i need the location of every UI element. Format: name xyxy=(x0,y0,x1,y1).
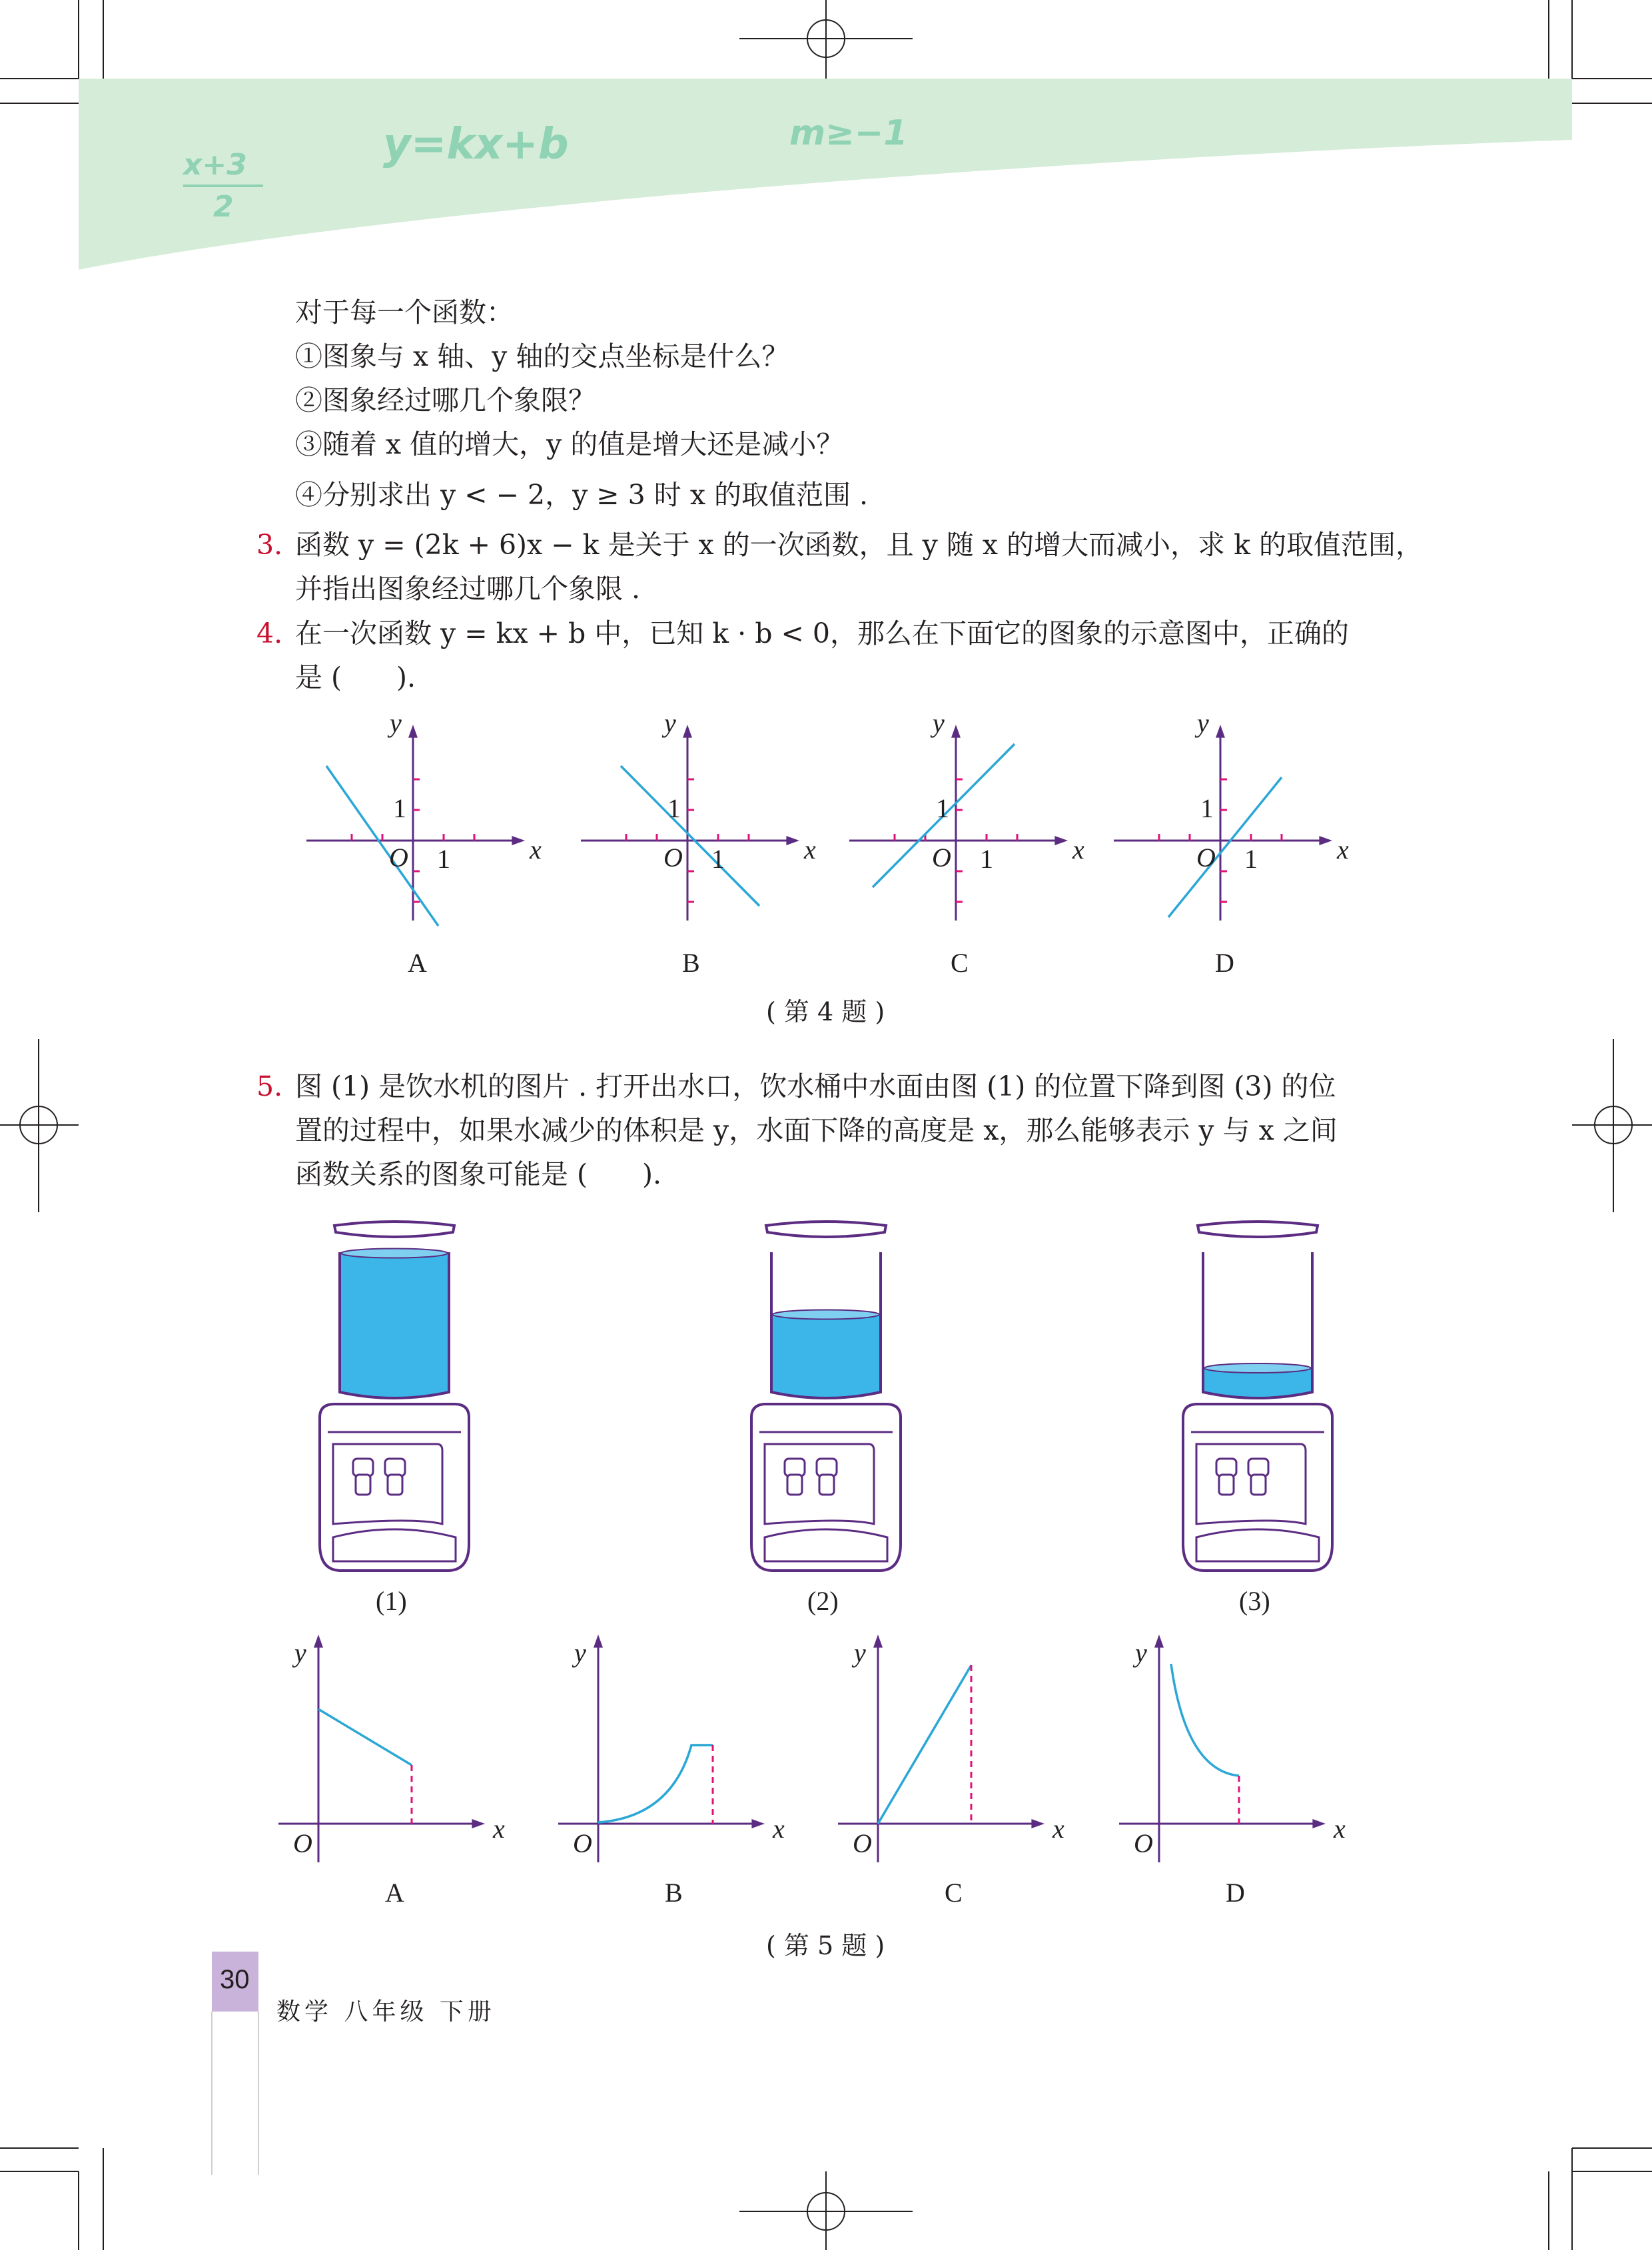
option-label: B xyxy=(665,1878,683,1908)
option-label: B xyxy=(682,948,700,978)
tick-label-x: 1 xyxy=(1244,844,1258,874)
option-label: A xyxy=(385,1878,404,1908)
dispenser-label: (3) xyxy=(1239,1586,1270,1616)
function-curve xyxy=(598,1745,713,1822)
tick-label-x: 1 xyxy=(711,844,725,874)
axis-label-x: x xyxy=(530,835,542,865)
origin-label: O xyxy=(1196,843,1216,873)
origin-label: O xyxy=(663,843,683,873)
problem-5-line-2: 置的过程中，如果水减少的体积是 y，水面下降的高度是 x，那么能够表示 y 与 x 之间 xyxy=(295,1114,1338,1146)
axis-label-y: y xyxy=(1197,708,1209,738)
y-axis-arrow xyxy=(314,1635,323,1648)
tick-label-x: 1 xyxy=(437,844,450,874)
tick-label-y: 1 xyxy=(1200,793,1214,823)
problem-3-line-1: 函数 y = (2k + 6)x − k 是关于 x 的一次函数，且 y 随 x 的增大而减小，求 k 的取值范围， xyxy=(295,529,1423,561)
problem-5-line-1: 图 (1) 是饮水机的图片 . 打开出水口，饮水桶中水面由图 (1) 的位置下降到图 (3) 的位 xyxy=(295,1070,1336,1102)
function-curve xyxy=(878,1665,971,1824)
tick-label-y: 1 xyxy=(667,793,681,823)
function-curve xyxy=(318,1709,412,1765)
axis-label-y: y xyxy=(933,708,945,738)
origin-label: O xyxy=(1134,1828,1153,1858)
origin-label: O xyxy=(932,843,951,873)
axis-label-y: y xyxy=(574,1638,586,1668)
axis-label-x: x xyxy=(1337,835,1349,865)
x-axis-arrow xyxy=(472,1819,485,1828)
axis-label-x: x xyxy=(1072,835,1084,865)
problem-5-caption: ( 第 5 题 ) xyxy=(766,1931,885,1960)
axis-label-x: x xyxy=(804,835,816,865)
problem-4-number: 4. xyxy=(256,617,283,649)
y-axis-arrow xyxy=(1154,1635,1164,1648)
axis-label-y: y xyxy=(1135,1638,1147,1668)
intro-question-2: ②图象经过哪几个象限？ xyxy=(295,384,596,416)
problem-3-line-2: 并指出图象经过哪几个象限 . xyxy=(295,573,641,605)
banner-inequality: m≥−1 xyxy=(789,113,908,153)
function-curve xyxy=(1171,1664,1239,1776)
axis-label-x: x xyxy=(1334,1814,1346,1844)
axis-label-y: y xyxy=(664,708,676,738)
page-number: 30 xyxy=(220,1965,250,1994)
y-axis-arrow xyxy=(594,1635,603,1648)
x-axis-arrow xyxy=(1031,1819,1044,1828)
origin-label: O xyxy=(389,843,408,873)
option-label: C xyxy=(945,1878,963,1908)
banner-linear-formula: y=kx+b xyxy=(383,120,569,169)
dispenser-label: (1) xyxy=(376,1586,407,1616)
x-axis-arrow xyxy=(1312,1819,1326,1828)
y-axis-arrow xyxy=(873,1635,883,1648)
dispenser-label: (2) xyxy=(807,1586,839,1616)
problem-4-line-1: 在一次函数 y = kx + b 中，已知 k · b < 0，那么在下面它的图象的示意图中，正确的 xyxy=(295,617,1350,649)
axis-label-x: x xyxy=(773,1814,785,1844)
intro-question-4: ④分别求出 y < − 2，y ≥ 3 时 x 的取值范围 . xyxy=(295,479,869,511)
problem-3-number: 3. xyxy=(256,529,283,561)
option-label: C xyxy=(951,948,969,978)
intro-question-3: ③随着 x 值的增大，y 的值是增大还是减小？ xyxy=(295,428,844,460)
tick-label-y: 1 xyxy=(393,793,406,823)
origin-label: O xyxy=(853,1828,872,1858)
axis-label-y: y xyxy=(854,1638,866,1668)
problem-4-caption: ( 第 4 题 ) xyxy=(766,997,885,1026)
axis-label-x: x xyxy=(1052,1814,1064,1844)
book-title: 数学 八年级 下册 xyxy=(276,1998,496,2026)
axis-label-x: x xyxy=(493,1814,505,1844)
intro-question-1: ①图象与 x 轴、y 轴的交点坐标是什么？ xyxy=(295,340,789,372)
x-axis-arrow xyxy=(751,1819,765,1828)
problem-4-line-2: 是 ( ). xyxy=(295,661,416,693)
option-label: A xyxy=(408,948,427,978)
option-label: D xyxy=(1226,1878,1245,1908)
intro-lead: 对于每一个函数： xyxy=(295,296,514,328)
tick-label-x: 1 xyxy=(980,844,993,874)
axis-label-y: y xyxy=(390,708,402,738)
problem-5-line-3: 函数关系的图象可能是 ( ). xyxy=(295,1158,662,1190)
option-label: D xyxy=(1215,948,1234,978)
origin-label: O xyxy=(573,1828,592,1858)
banner-fraction-numerator: x+3 xyxy=(183,148,247,182)
banner-fraction-denominator: 2 xyxy=(213,190,234,224)
origin-label: O xyxy=(293,1828,312,1858)
problem-5-number: 5. xyxy=(256,1070,283,1102)
tick-label-y: 1 xyxy=(936,793,949,823)
axis-label-y: y xyxy=(294,1638,306,1668)
